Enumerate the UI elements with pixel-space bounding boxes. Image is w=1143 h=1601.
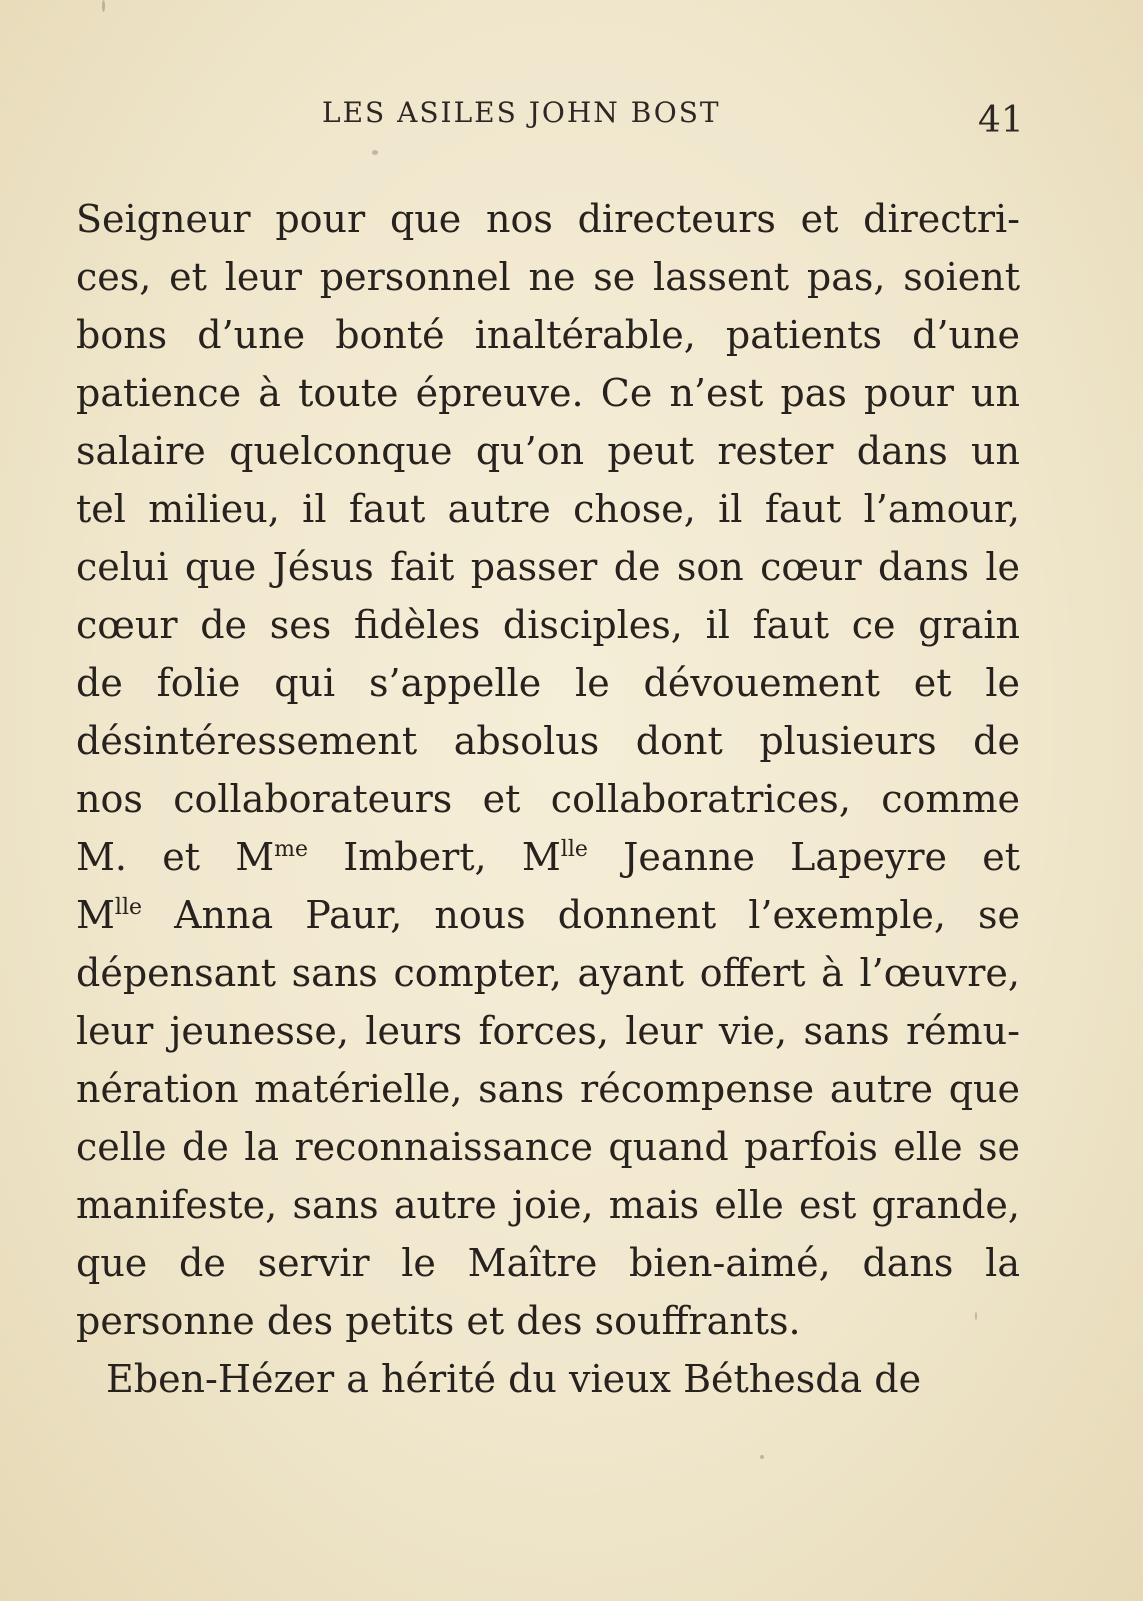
paper-speck <box>975 1312 977 1320</box>
superscript-abbreviation: lle <box>560 837 588 862</box>
text-fragment: Jeanne Lapeyre et <box>587 835 1020 879</box>
paper-speck <box>372 150 378 155</box>
running-title: LES ASILES JOHN BOST <box>322 96 721 129</box>
text-line: bons d’une bonté inaltérable, patients d’une <box>76 313 1020 357</box>
text-line: cœur de ses fidèles disciples, il faut ce grain <box>76 603 1020 647</box>
superscript-abbreviation: me <box>274 837 309 862</box>
text-line: que de servir le Maître bien-aimé, dans la <box>76 1241 1020 1285</box>
text-line: celle de la reconnaissance quand parfois elle se <box>76 1125 1020 1169</box>
text-line: nération matérielle, sans récompense autre que <box>76 1067 1020 1111</box>
text-line: tel milieu, il faut autre chose, il faut l’amour, <box>76 487 1020 531</box>
body-text <box>76 190 1020 1408</box>
text-line: leur jeunesse, leurs forces, leur vie, sans rému- <box>76 1009 1020 1053</box>
text-line: manifeste, sans autre joie, mais elle est grande, <box>76 1183 1020 1227</box>
paragraph-last-line: personne des petits et des souffrants. <box>76 1299 801 1343</box>
superscript-abbreviation: lle <box>114 895 143 920</box>
text-line: salaire quelconque qu’on peut rester dans un <box>76 429 1020 473</box>
paragraph-first-line: Eben-Hézer a hérité du vieux Béthesda de <box>106 1357 922 1401</box>
text-fragment: Anna Paur, nous donnent l’exemple, se <box>142 893 1020 937</box>
text-line: désintéressement absolus dont plusieurs de <box>76 719 1020 763</box>
text-line: dépensant sans compter, ayant offert à l’œuvre, <box>76 951 1020 995</box>
text-fragment: M <box>76 893 115 937</box>
page-number: 41 <box>978 100 1024 141</box>
text-line: Seigneur pour que nos directeurs et directri- <box>76 197 1020 241</box>
text-line: nos collaborateurs et collaboratrices, comme <box>76 777 1020 821</box>
text-fragment: Imbert, M <box>308 835 561 879</box>
text-line <box>76 828 1020 886</box>
paper-speck <box>760 1455 764 1459</box>
text-line <box>76 886 1020 944</box>
text-fragment: M. et M <box>76 835 275 879</box>
paper-speck <box>102 0 105 12</box>
text-line: de folie qui s’appelle le dévouement et le <box>76 661 1020 705</box>
text-line: patience à toute épreuve. Ce n’est pas pour un <box>76 371 1020 415</box>
text-line: ces, et leur personnel ne se lassent pas, soient <box>76 255 1020 299</box>
text-line: celui que Jésus fait passer de son cœur dans le <box>76 545 1020 589</box>
